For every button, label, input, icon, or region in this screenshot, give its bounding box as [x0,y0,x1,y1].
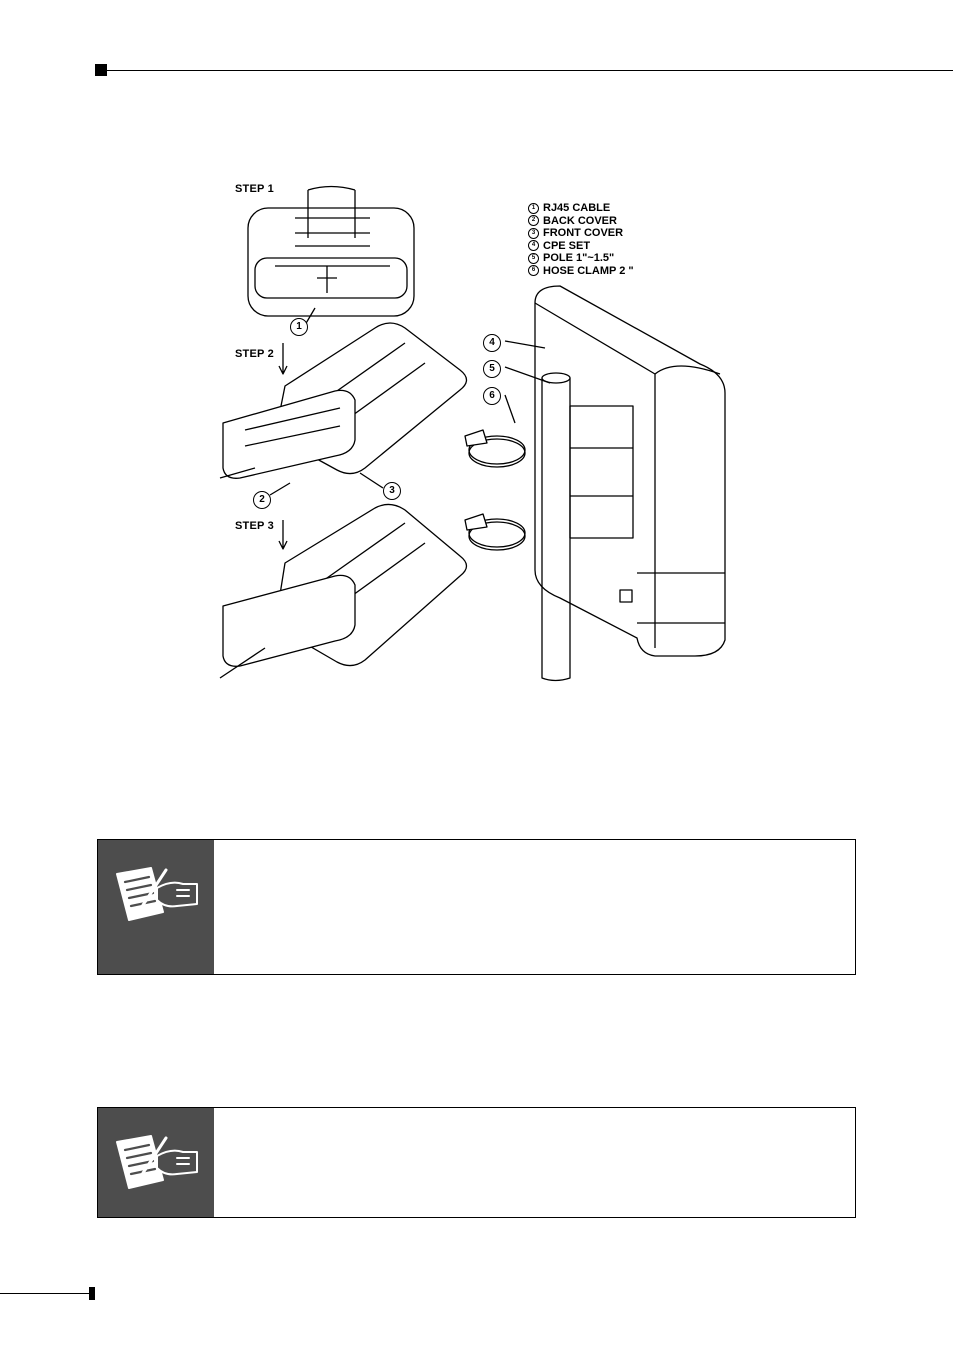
legend-number: 5 [528,253,539,264]
header-rule [95,70,953,71]
legend-item [528,227,634,240]
legend-number: 4 [528,240,539,251]
legend-item [528,202,634,215]
legend-item [528,252,634,265]
legend-number: 6 [528,265,539,276]
callout-1: 1 [290,318,308,336]
legend-label: BACK COVER [543,214,617,227]
note-icon-panel [98,1108,214,1217]
legend-number: 3 [528,228,539,239]
step-3-label: STEP 3 [235,520,274,532]
installation-drawing [215,178,745,688]
legend-label: CPE SET [543,239,591,252]
note-box-2 [97,1107,856,1218]
legend-item [528,265,634,278]
legend-item [528,215,634,228]
callout-3: 3 [383,482,401,500]
footer-marker [89,1287,95,1300]
callout-5: 5 [483,360,501,378]
legend-label: HOSE CLAMP 2 " [543,264,634,277]
legend-label: FRONT COVER [543,227,624,239]
legend-number: 2 [528,215,539,226]
header-marker [95,64,107,76]
callout-2: 2 [253,491,271,509]
parts-legend [528,202,634,277]
legend-number: 1 [528,203,539,214]
installation-figure [215,178,745,688]
note-icon-panel [98,840,214,974]
note-writing-hand-icon [111,860,201,930]
step-2-label: STEP 2 [235,348,274,360]
callout-6: 6 [483,387,501,405]
callout-4: 4 [483,334,501,352]
note-writing-hand-icon [111,1128,201,1198]
legend-label: RJ45 CABLE [543,202,611,214]
legend-label: POLE 1"~1.5" [543,252,615,264]
note-box-1 [97,839,856,975]
legend-item [528,240,634,253]
footer-rule [0,1293,90,1294]
step-1-label: STEP 1 [235,183,274,195]
